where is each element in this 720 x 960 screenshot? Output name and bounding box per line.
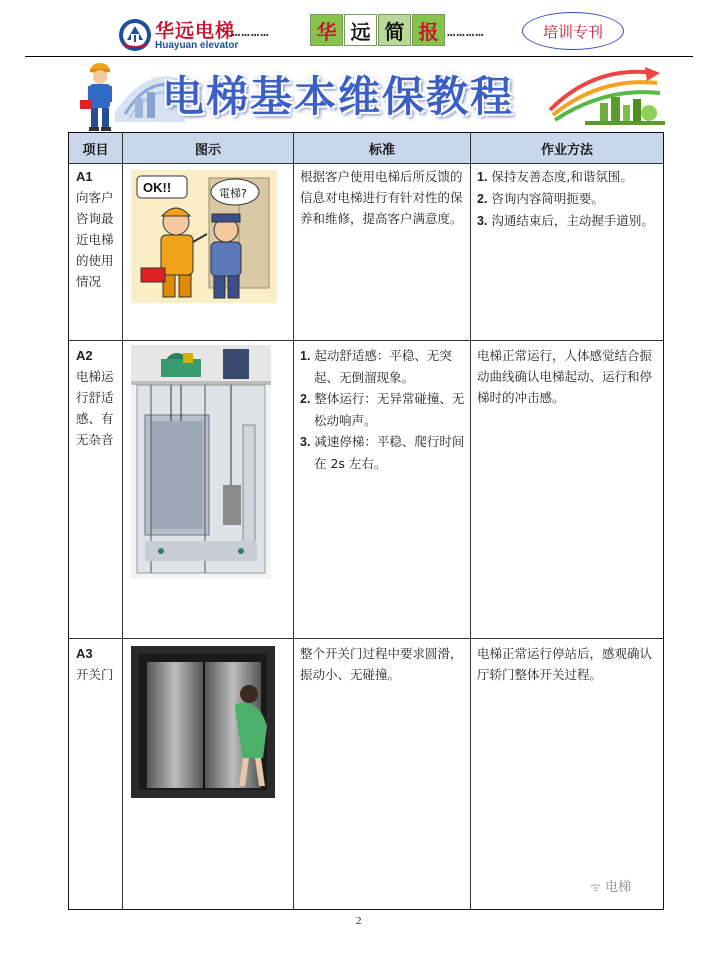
item-id: A2 bbox=[76, 348, 93, 363]
table-row-a2-standard bbox=[300, 345, 466, 474]
maintenance-table bbox=[68, 132, 664, 910]
wechat-icon: ᯤ bbox=[590, 880, 601, 894]
row-divider bbox=[69, 638, 663, 639]
worker-illustration bbox=[80, 60, 120, 132]
header-dots-right: ………… bbox=[447, 24, 485, 40]
item-name-line: 的使用 bbox=[76, 253, 114, 268]
item-name-line: 无杂音 bbox=[76, 432, 114, 447]
table-row-a3-item bbox=[76, 643, 120, 685]
item-name-line: 电梯运 bbox=[76, 369, 114, 384]
method-step: 1. 保持友善态度,和谐氛围。 bbox=[477, 169, 633, 184]
newsletter-char: 报 bbox=[412, 14, 445, 46]
table-row-a2-item bbox=[76, 345, 120, 450]
column-divider bbox=[293, 133, 294, 909]
company-name-en: Huayuan elevator bbox=[155, 40, 239, 51]
banner-city-art bbox=[545, 65, 665, 127]
company-logo-icon bbox=[118, 18, 152, 52]
item-id: A1 bbox=[76, 169, 93, 184]
item-name-line: 行舒适 bbox=[76, 390, 114, 405]
standard-point: 3. 减速停梯：平稳、爬行时间在 2s 左右。 bbox=[300, 434, 465, 471]
page-number: 2 bbox=[356, 915, 362, 927]
standard-point: 1. 起动舒适感：平稳、无突起、无倒溜现象。 bbox=[300, 348, 452, 385]
table-row-a3-method: 电梯正常运行停站后，感观确认厅轿门整体开关过程。 bbox=[477, 646, 653, 682]
standard-point: 2. 整体运行：无异常碰撞、无松动响声。 bbox=[300, 391, 465, 428]
item-name-line: 情况 bbox=[76, 274, 102, 289]
company-name-cn: 华远电梯 bbox=[155, 20, 236, 42]
item-name-line: 咨询最 bbox=[76, 211, 114, 226]
column-divider bbox=[470, 133, 471, 909]
elevator-door-illustration bbox=[131, 646, 275, 798]
column-header-illustration: 图示 bbox=[194, 142, 221, 158]
row-divider bbox=[69, 340, 663, 341]
item-id: A3 bbox=[76, 646, 93, 661]
watermark-text: 电梯 bbox=[605, 880, 632, 895]
source-watermark bbox=[590, 876, 631, 895]
speech-question-text: 電梯? bbox=[219, 187, 247, 200]
newsletter-name-box bbox=[310, 14, 446, 46]
newsletter-char: 简 bbox=[378, 14, 411, 46]
column-header-item: 项目 bbox=[82, 142, 109, 158]
item-name-line: 开关门 bbox=[76, 667, 114, 682]
column-header-method: 作业方法 bbox=[540, 142, 593, 158]
table-row-a2-method: 电梯正常运行，人体感觉结合振动曲线确认电梯起动、运行和停梯时的冲击感。 bbox=[477, 348, 653, 405]
banner-title: 电梯基本维保教程 bbox=[162, 72, 515, 121]
table-row-a1-method bbox=[477, 166, 661, 232]
column-header-standard: 标准 bbox=[368, 142, 395, 158]
header-dots-left: ………… bbox=[232, 24, 270, 40]
method-step: 2. 咨询内容简明扼要。 bbox=[477, 191, 604, 206]
issue-label: 培训专刊 bbox=[522, 12, 624, 50]
newsletter-char: 远 bbox=[344, 14, 377, 46]
column-divider bbox=[122, 133, 123, 909]
elevator-shaft-illustration bbox=[131, 345, 271, 579]
method-step: 3. 沟通结束后，主动握手道别。 bbox=[477, 213, 654, 228]
header-divider bbox=[25, 56, 693, 57]
item-name-line: 近电梯 bbox=[76, 232, 114, 247]
customer-consultation-illustration bbox=[131, 170, 277, 303]
speech-ok-text: OK!! bbox=[143, 180, 172, 195]
table-header-row bbox=[69, 133, 663, 164]
table-row-a1-item bbox=[76, 166, 120, 292]
newsletter-char: 华 bbox=[310, 14, 343, 46]
table-row-a3-standard: 整个开关门过程中要求圆滑，振动小、无碰撞。 bbox=[300, 646, 463, 682]
item-name-line: 感、有 bbox=[76, 411, 114, 426]
table-row-a1-standard: 根据客户使用电梯后所反馈的信息对电梯进行有针对性的保养和维修，提高客户满意度。 bbox=[300, 169, 463, 226]
item-name-line: 向客户 bbox=[76, 190, 114, 205]
